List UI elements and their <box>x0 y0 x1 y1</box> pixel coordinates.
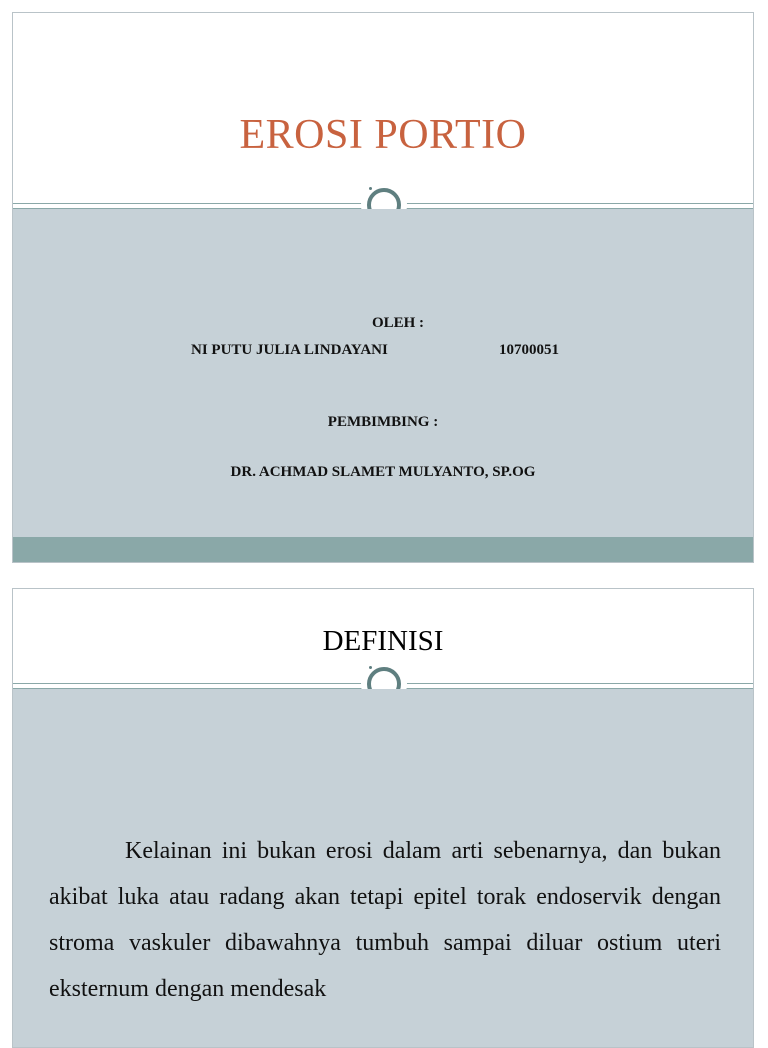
section-title: DEFINISI <box>322 625 444 657</box>
slide-body <box>13 209 753 537</box>
presenter-label: OLEH : <box>371 315 425 331</box>
slide-definition <box>12 588 754 1048</box>
footer-band <box>13 537 753 563</box>
page-title: EROSI PORTIO <box>239 112 527 158</box>
ornament-dot <box>369 187 372 190</box>
ornament-dot <box>369 666 372 669</box>
slide-title <box>12 12 754 563</box>
presenter-id: 10700051 <box>499 342 559 358</box>
presenter-name: NI PUTU JULIA LINDAYANI <box>191 342 388 358</box>
slide-title-header <box>13 13 753 209</box>
supervisor-label: PEMBIMBING : <box>327 414 439 430</box>
supervisor-name: DR. ACHMAD SLAMET MULYANTO, SP.OG <box>230 464 536 480</box>
definition-paragraph: Kelainan ini bukan erosi dalam arti sebenarnya, dan bukan akibat luka atau radang akan tetapi epitel torak endoservik dengan stroma vaskuler dibawahnya tumbuh sampai diluar ostium uteri eksternum dengan mendesak <box>49 838 721 1002</box>
